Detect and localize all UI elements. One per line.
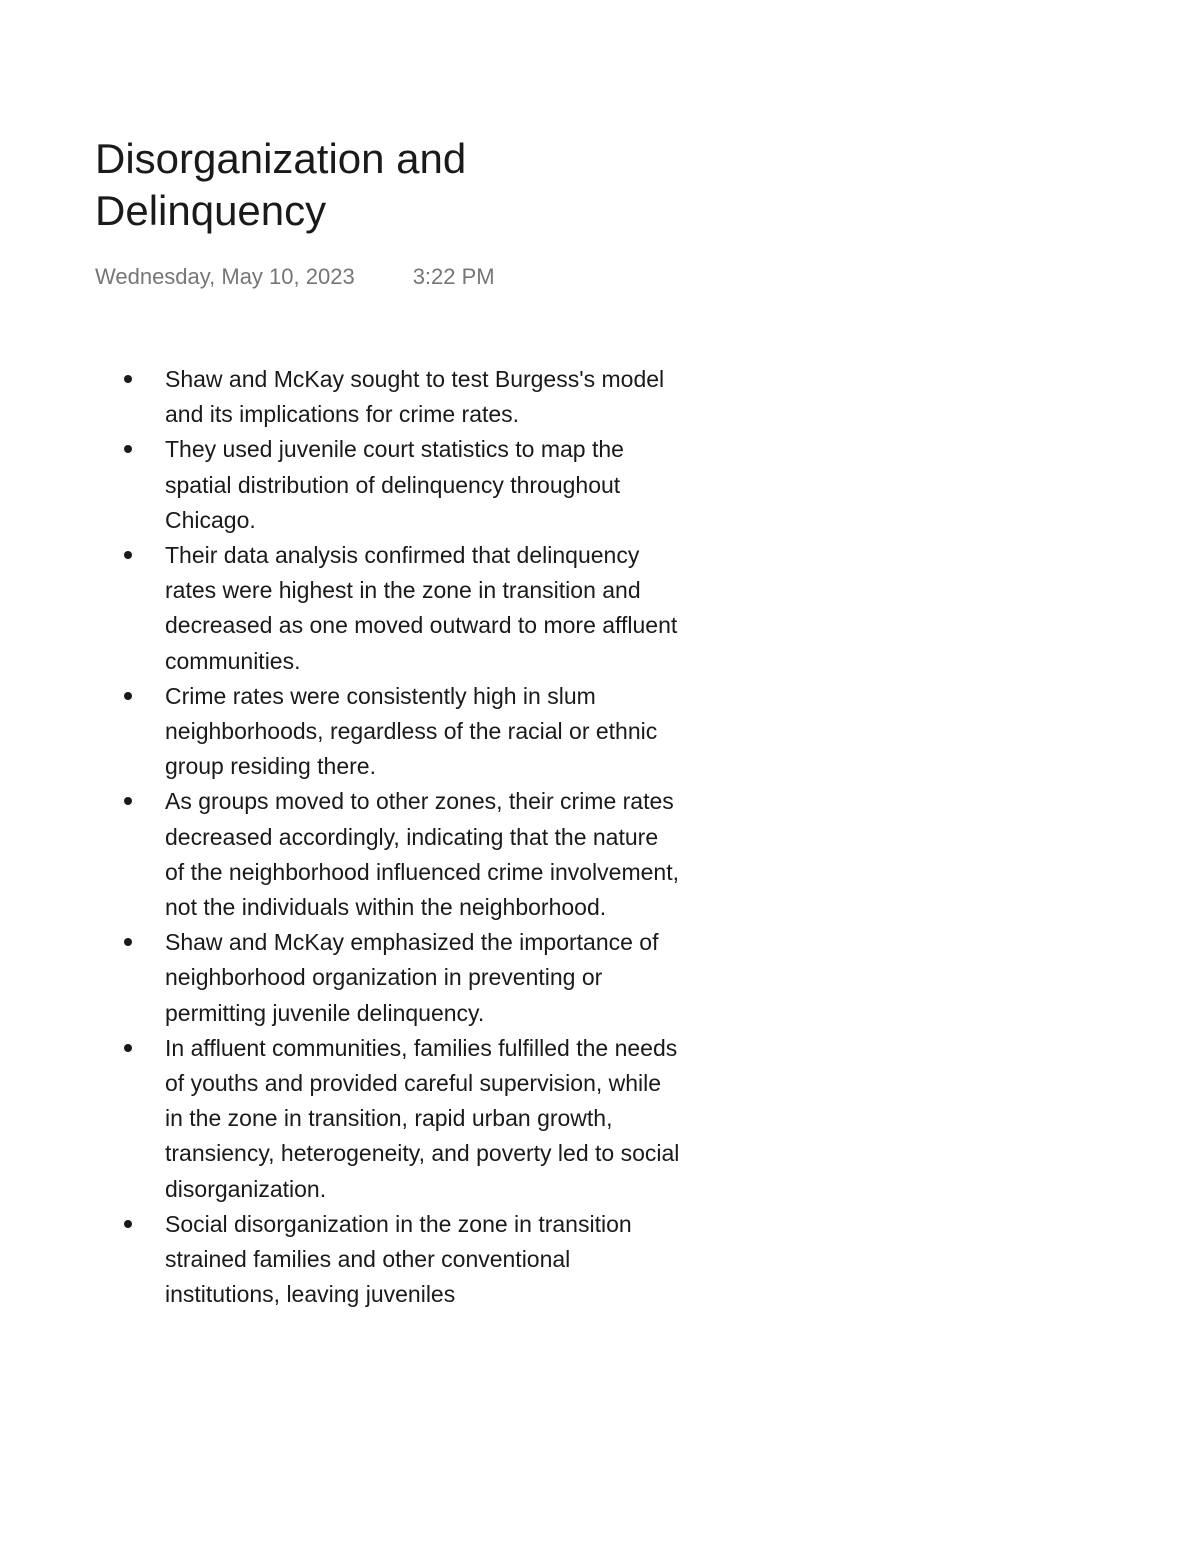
page-title: Disorganization and Delinquency [95, 135, 467, 234]
bullet-list [120, 362, 680, 1312]
bullet-icon [124, 692, 132, 700]
list-item-text: Shaw and McKay sought to test Burgess's model and its implications for crime rates. [165, 366, 665, 428]
list-item-text: In affluent communities, families fulfilled the needs of youths and provided careful supervision, while in the zone in transition, rapid urban growth, transiency, heterogeneity, and poverty led to social disorganization. [165, 1034, 680, 1202]
list-item-text: Social disorganization in the zone in transition strained families and other conventional institutions, leaving juveniles [165, 1210, 632, 1308]
list-item [120, 1031, 680, 1207]
list-item [120, 679, 680, 785]
list-item [120, 925, 680, 1031]
list-item [120, 362, 680, 432]
bullet-icon [124, 1044, 132, 1052]
bullet-icon [124, 1220, 132, 1228]
list-item [120, 432, 680, 538]
bullet-icon [124, 938, 132, 946]
list-item-text: Shaw and McKay emphasized the importance of neighborhood organization in preventing or permitting juvenile delinquency. [165, 929, 659, 1026]
list-item-text: They used juvenile court statistics to map the spatial distribution of delinquency throughout Chicago. [165, 436, 624, 533]
bullet-icon [124, 445, 132, 453]
bullet-icon [124, 375, 132, 383]
list-item [120, 784, 680, 925]
note-body [0, 362, 1200, 1436]
list-item [120, 1207, 680, 1313]
list-item-text: As groups moved to other zones, their crime rates decreased accordingly, indicating that the nature of the neighborhood influenced crime involvement, not the individuals within the neighborhood. [165, 788, 679, 921]
bullet-icon [124, 797, 132, 805]
note-timestamp [95, 262, 495, 292]
note-time: 3:22 PM [412, 264, 495, 289]
list-item [120, 538, 680, 679]
list-item-text: Their data analysis confirmed that delinquency rates were highest in the zone in transition and decreased as one moved outward to more affluent communities. [165, 542, 678, 674]
list-item-text: Crime rates were consistently high in slum neighborhoods, regardless of the racial or ethnic group residing there. [165, 682, 658, 780]
note-date: Wednesday, May 10, 2023 [95, 264, 355, 289]
bullet-icon [124, 551, 132, 559]
